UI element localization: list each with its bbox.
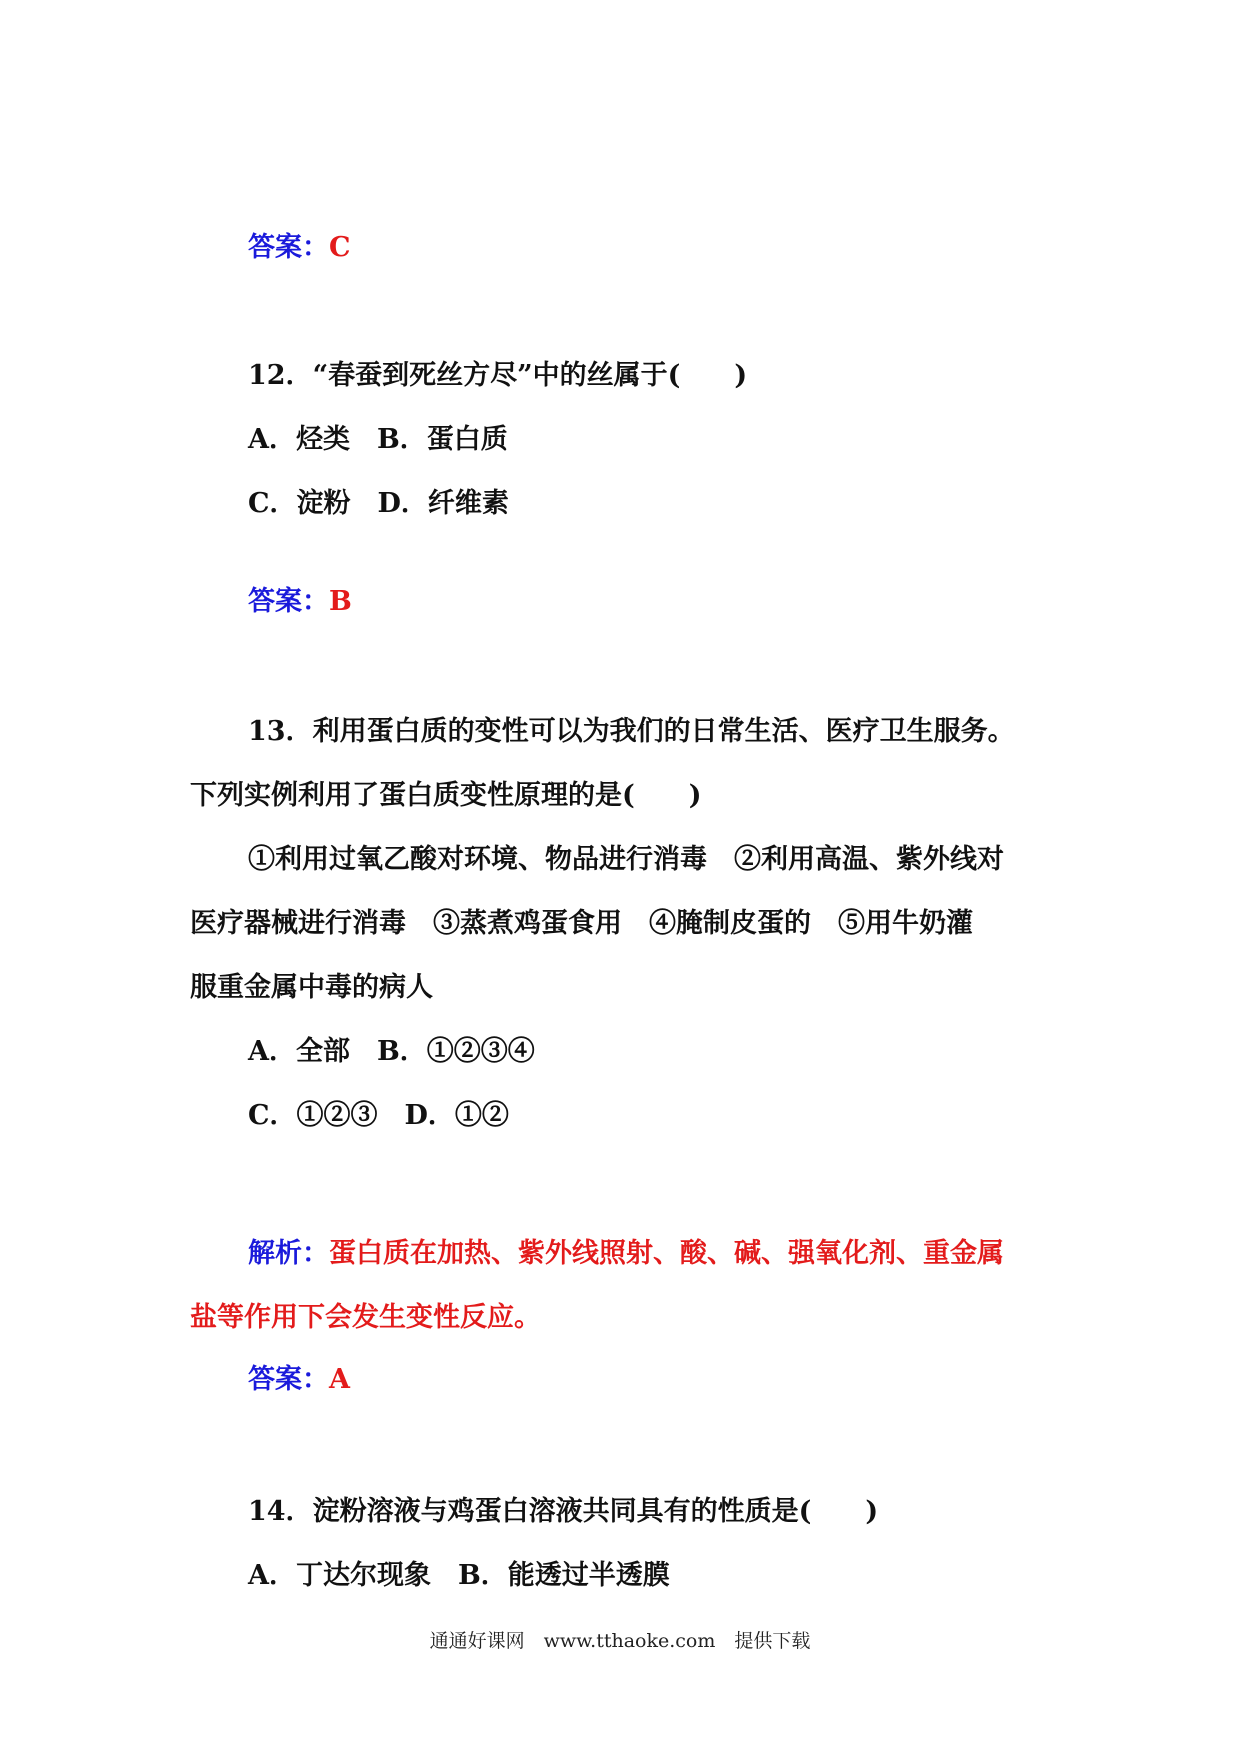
answer-label: 答案：	[248, 1364, 329, 1395]
question-13-items-2: 医疗器械进行消毒 ③蒸煮鸡蛋食用 ④腌制皮蛋的 ⑤用牛奶灌	[190, 908, 973, 939]
question-12-stem: 12．“春蚕到死丝方尽”中的丝属于( )	[248, 360, 748, 391]
question-14-options-1: A．丁达尔现象 B．能透过半透膜	[248, 1560, 670, 1591]
answer-label: 答案：	[248, 586, 329, 617]
question-13-stem-2: 下列实例利用了蛋白质变性原理的是( )	[190, 780, 702, 811]
question-12-options-2: C．淀粉 D．纤维素	[248, 488, 509, 519]
analysis-label: 解析：	[248, 1238, 329, 1269]
answer-label: 答案：	[248, 232, 329, 263]
page-footer: 通通好课网 www.tthaoke.com 提供下载	[429, 1630, 811, 1652]
question-14-stem: 14．淀粉溶液与鸡蛋白溶液共同具有的性质是( )	[248, 1496, 879, 1527]
answer-value: C	[329, 232, 351, 263]
question-13-items-1: ①利用过氧乙酸对环境、物品进行消毒 ②利用高温、紫外线对	[248, 844, 1004, 875]
question-13-options-2: C．①②③ D．①②	[248, 1100, 509, 1131]
answer-value: B	[329, 586, 352, 617]
answer-value: A	[329, 1364, 350, 1395]
question-13-items-3: 服重金属中毒的病人	[190, 972, 433, 1003]
answer-11	[248, 230, 351, 266]
analysis-13-line-1	[248, 1236, 1004, 1272]
analysis-13-line-2: 盐等作用下会发生变性反应。	[190, 1302, 541, 1333]
answer-13	[248, 1362, 350, 1398]
answer-12	[248, 584, 352, 620]
question-13-stem-1: 13．利用蛋白质的变性可以为我们的日常生活、医疗卫生服务。	[248, 716, 1015, 747]
question-12-options-1: A．烃类 B．蛋白质	[248, 424, 508, 455]
analysis-text: 蛋白质在加热、紫外线照射、酸、碱、强氧化剂、重金属	[329, 1238, 1004, 1269]
question-13-options-1: A．全部 B．①②③④	[248, 1036, 535, 1067]
